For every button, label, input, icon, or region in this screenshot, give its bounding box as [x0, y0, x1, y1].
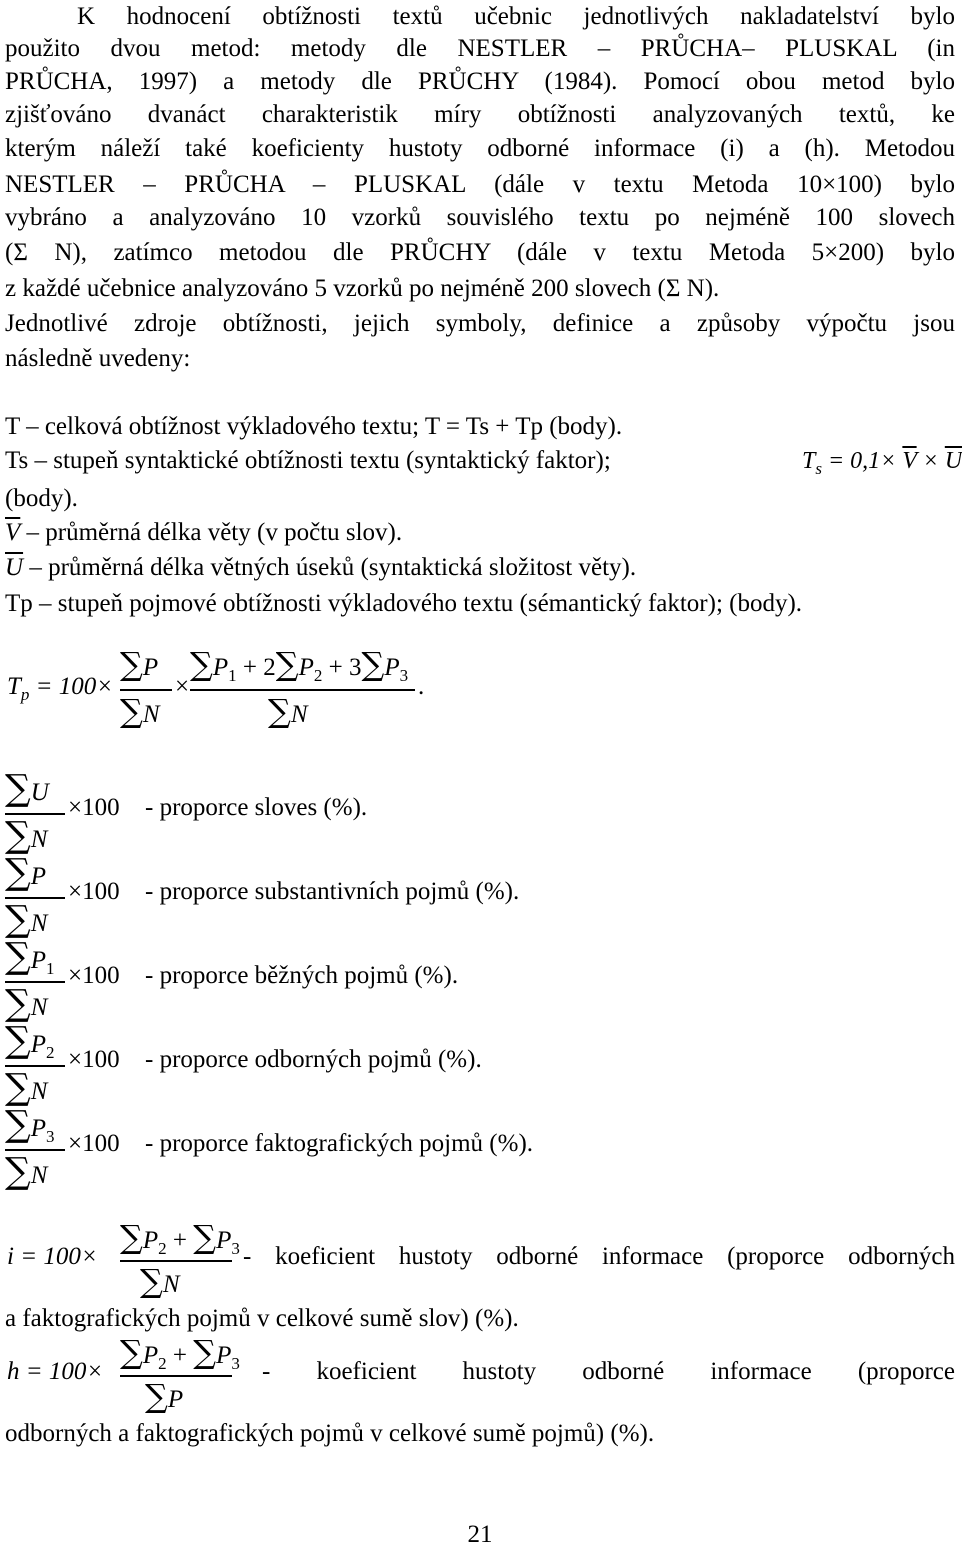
text-line: zjišťováno dvanáct charakteristik míry obtížnosti analyzovaných textů, ke	[5, 101, 955, 128]
definition-Tp: Tp – stupeň pojmové obtížnosti výkladového textu (sémantický faktor); (body).	[5, 590, 803, 617]
ratio-desc: - proporce faktografických pojmů (%).	[145, 1130, 534, 1157]
ratio-desc: - proporce odborných pojmů (%).	[145, 1046, 482, 1073]
ts-formula: $T_s = 0,1\times \overline{V} \times \overline{U}$	[802, 448, 962, 478]
definition-U-text: – průměrná délka větných úseků (syntaktická složitost věty).	[29, 554, 637, 581]
text-line: K hodnocení obtížnosti textů učebnic jednotlivých nakladatelství bylo	[77, 3, 955, 30]
definition-T: T – celková obtížnost výkladového textu; T = Ts + Tp (body).	[5, 413, 623, 440]
text-line: NESTLER – PRŮCHA – PLUSKAL (dále v textu Metoda 10×100) bylo	[5, 171, 955, 198]
text-line: kterým náleží také koeficienty hustoty odborné informace (i) a (h). Metodou	[5, 135, 955, 162]
text-line: použito dvou metod: metody dle NESTLER – PRŮCHA– PLUSKAL (in	[5, 35, 955, 62]
ratio-desc: - proporce substantivních pojmů (%).	[145, 878, 520, 905]
ratio-desc: - proporce běžných pojmů (%).	[145, 962, 459, 989]
h-desc-cont: odborných a faktografických pojmů v celkové sumě pojmů) (%).	[5, 1420, 655, 1447]
text-line: PRŮCHA, 1997) a metody dle PRŮCHY (1984). Pomocí obou metod bylo	[5, 68, 955, 95]
text-line: (Σ N), zatímco metodou dle PRŮCHY (dále v textu Metoda 5×200) bylo	[5, 239, 955, 266]
ratio-desc: - proporce sloves (%).	[145, 794, 368, 821]
h-desc: - koeficient hustoty odborné informace (proporce	[262, 1358, 955, 1385]
definition-Ts-unit: (body).	[5, 485, 78, 512]
definition-V	[5, 516, 955, 550]
text-line: Jednotlivé zdroje obtížnosti, jejich symboly, definice a způsoby výpočtu jsou	[5, 310, 955, 337]
i-desc-cont: a faktografických pojmů v celkové sumě slov) (%).	[5, 1305, 519, 1332]
text-line: vybráno a analyzováno 10 vzorků souvislého textu po nejméně 100 slovech	[5, 204, 955, 231]
definition-U	[5, 551, 955, 585]
definition-Ts: Ts – stupeň syntaktické obtížnosti textu (syntaktický faktor);	[5, 447, 611, 474]
u-bar-symbol: $\overline{U}$	[5, 554, 24, 581]
page-number: 21	[467, 1521, 493, 1548]
v-bar-symbol: $\overline{V}$	[5, 519, 21, 546]
definition-V-text: – průměrná délka věty (v počtu slov).	[26, 519, 403, 546]
text-line: z každé učebnice analyzováno 5 vzorků po nejméně 200 slovech (Σ N).	[5, 275, 720, 302]
i-desc: - koeficient hustoty odborné informace (proporce odborných	[243, 1243, 955, 1270]
text-line: následně uvedeny:	[5, 345, 191, 372]
